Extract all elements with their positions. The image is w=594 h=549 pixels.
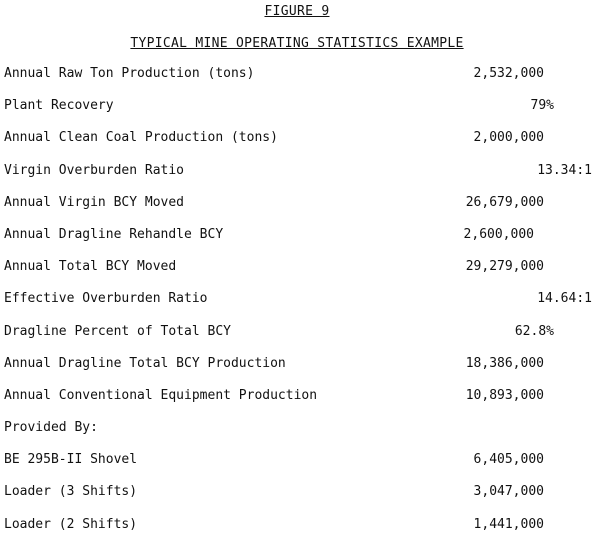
row-label: Annual Clean Coal Production (tons) — [4, 130, 278, 146]
row-label: Plant Recovery — [4, 98, 114, 114]
row-label: Dragline Percent of Total BCY — [4, 323, 231, 339]
row-label: BE 295B-II Shovel — [4, 452, 138, 468]
table-row — [4, 291, 592, 323]
row-value: 14.64:1 — [537, 291, 592, 307]
row-label: Virgin Overburden Ratio — [4, 162, 185, 178]
table-row — [4, 324, 592, 356]
row-value: 2,532,000 — [473, 66, 544, 81]
row-label: Annual Dragline Rehandle BCY — [4, 226, 224, 242]
table-row — [4, 227, 592, 259]
table-row — [4, 66, 592, 98]
row-value: 3,047,000 — [473, 484, 544, 500]
row-value: 26,679,000 — [465, 194, 544, 210]
table-row — [4, 388, 592, 420]
table-row — [4, 195, 592, 227]
table-row — [4, 517, 592, 549]
row-value: 29,279,000 — [465, 259, 544, 275]
row-label: Effective Overburden Ratio — [4, 291, 208, 307]
statistics-table — [4, 66, 592, 549]
row-value: 62.8% — [514, 323, 554, 339]
row-value: 13.34:1 — [537, 162, 592, 178]
row-value: 1,441,000 — [473, 516, 544, 532]
row-label: Loader (3 Shifts) — [4, 484, 138, 500]
row-value: 2,000,000 — [473, 130, 544, 146]
row-label: Provided By: — [4, 420, 98, 436]
row-value: 79% — [530, 98, 554, 114]
row-label: Annual Raw Ton Production (tons) — [4, 66, 255, 81]
row-value: 18,386,000 — [465, 355, 544, 371]
table-row — [4, 98, 592, 130]
row-value: 10,893,000 — [465, 387, 544, 403]
table-row — [4, 259, 592, 291]
table-row — [4, 420, 592, 452]
row-label: Annual Dragline Total BCY Production — [4, 355, 286, 371]
table-row — [4, 163, 592, 195]
row-label: Loader (2 Shifts) — [4, 516, 138, 532]
table-row — [4, 452, 592, 484]
table-row — [4, 484, 592, 516]
row-label: Annual Virgin BCY Moved — [4, 194, 185, 210]
row-value: 2,600,000 — [463, 226, 534, 242]
figure-label: FIGURE 9 — [264, 4, 330, 19]
row-value: 6,405,000 — [473, 452, 544, 468]
table-row — [4, 356, 592, 388]
row-label: Annual Conventional Equipment Production — [4, 387, 318, 403]
table-row — [4, 130, 592, 162]
document-title: TYPICAL MINE OPERATING STATISTICS EXAMPLE — [130, 36, 464, 51]
row-label: Annual Total BCY Moved — [4, 259, 177, 275]
